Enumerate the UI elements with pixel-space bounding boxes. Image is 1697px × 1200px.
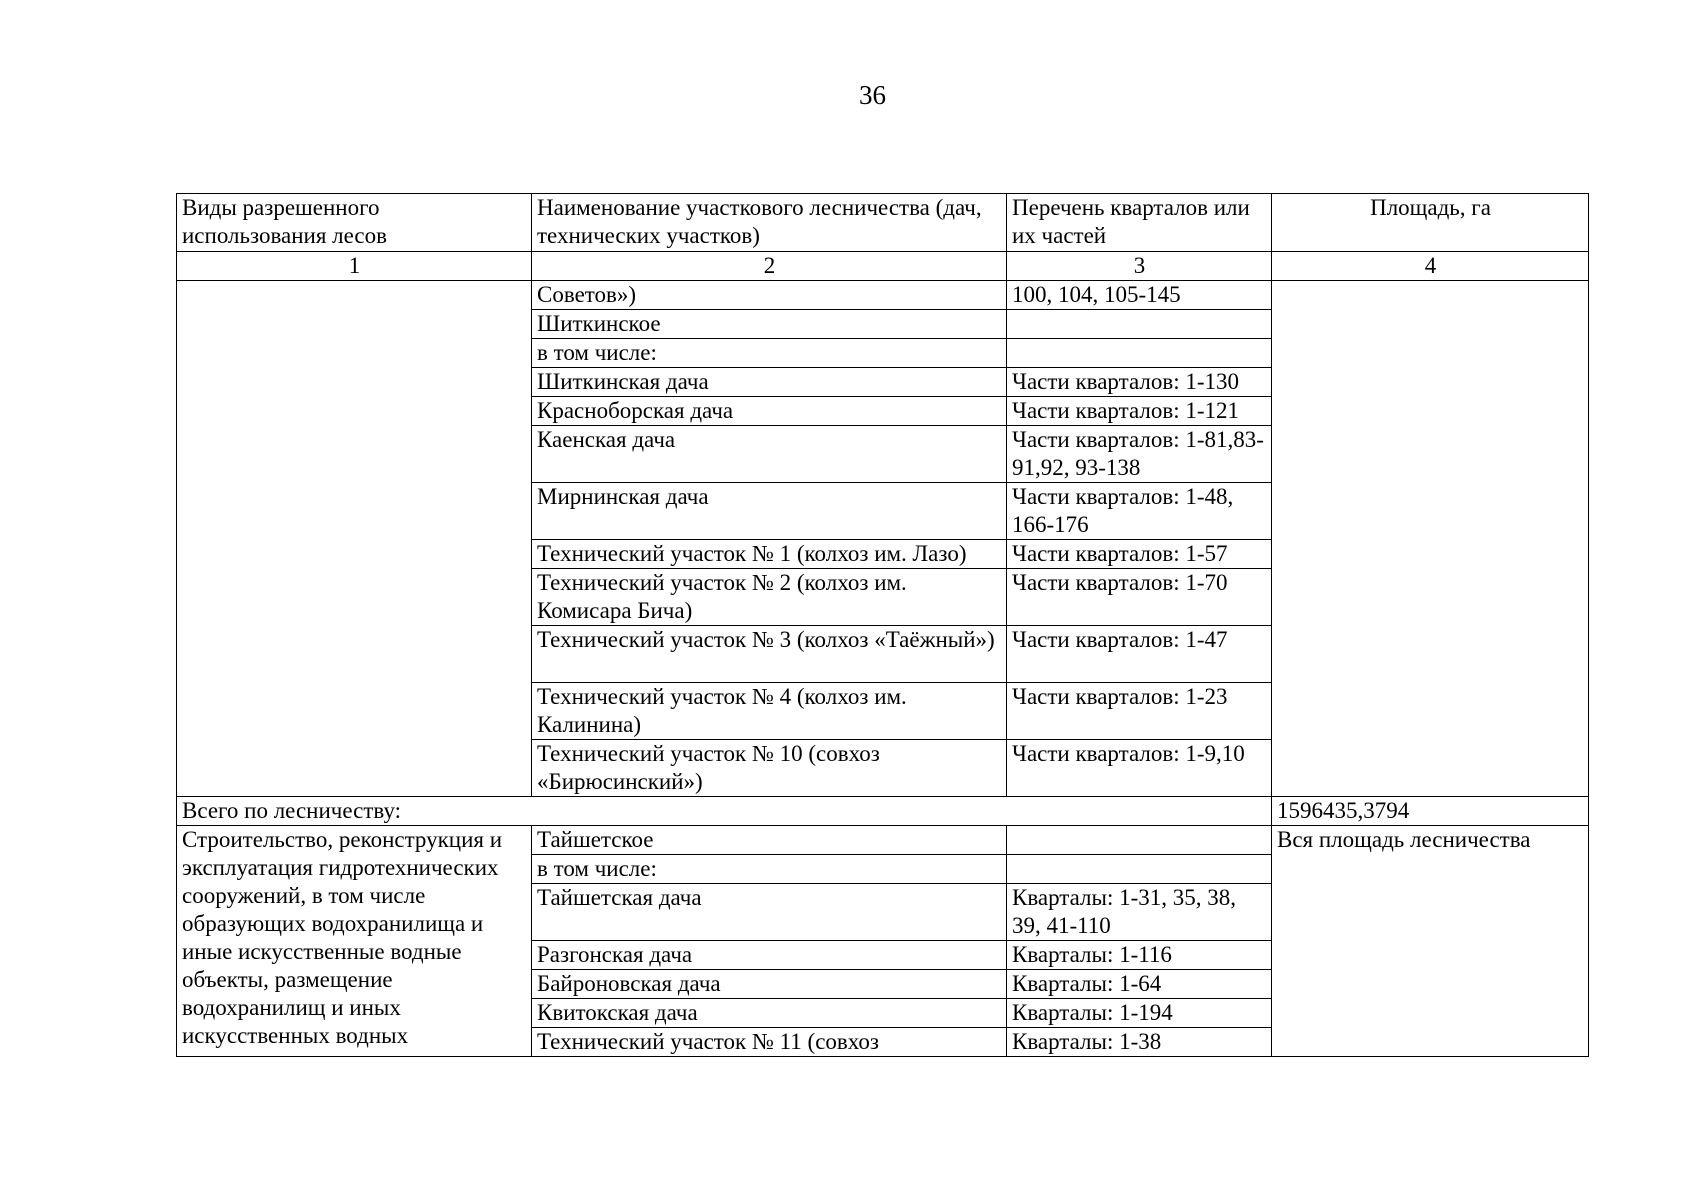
- header-usage-type: Виды разрешенного использования лесов: [177, 194, 532, 252]
- table-row: [177, 281, 1589, 310]
- quarters-cell: Части кварталов: 1-70: [1007, 569, 1272, 626]
- area-cell: Вся площадь лесничества: [1272, 826, 1589, 1057]
- quarters-cell: [1007, 855, 1272, 884]
- forestry-name-cell: Шиткинская дача: [532, 368, 1007, 397]
- quarters-cell: Кварталы: 1-31, 35, 38, 39, 41-110: [1007, 884, 1272, 941]
- header-quarters-list: Перечень кварталов или их частей: [1007, 194, 1272, 252]
- quarters-cell: Кварталы: 1-194: [1007, 999, 1272, 1028]
- forestry-name-cell: Каенская дача: [532, 426, 1007, 483]
- forestry-name-cell: Советов»): [532, 281, 1007, 310]
- quarters-cell: [1007, 310, 1272, 339]
- total-area: 1596435,3794: [1272, 797, 1589, 826]
- column-numbers-row: [177, 252, 1589, 281]
- forestry-name-cell: Технический участок № 11 (совхоз: [532, 1028, 1007, 1057]
- forestry-name-cell: Байроновская дача: [532, 970, 1007, 999]
- forestry-name-cell: Мирнинская дача: [532, 483, 1007, 540]
- forestry-name-cell: Технический участок № 10 (совхоз «Бирюсинский»): [532, 740, 1007, 797]
- forestry-name-cell: Квитокская дача: [532, 999, 1007, 1028]
- quarters-cell: 100, 104, 105-145: [1007, 281, 1272, 310]
- forestry-name-cell: Технический участок № 4 (колхоз им. Калинина): [532, 683, 1007, 740]
- page-number: 36: [859, 80, 886, 110]
- quarters-cell: Кварталы: 1-116: [1007, 941, 1272, 970]
- quarters-cell: Части кварталов: 1-130: [1007, 368, 1272, 397]
- usage-type-cell: [177, 281, 532, 797]
- forestry-name-cell: Шиткинское: [532, 310, 1007, 339]
- quarters-cell: [1007, 826, 1272, 855]
- usage-type-cell: Строительство, реконструкция и эксплуатация гидротехнических сооружений, в том числе образующих водохранилища и иные искусственные водные объекты, размещение водохранилищ и иных искусственных водных: [177, 826, 532, 1057]
- header-row: [177, 194, 1589, 252]
- quarters-cell: Части кварталов: 1-81,83-91,92, 93-138: [1007, 426, 1272, 483]
- column-number-2: 2: [532, 252, 1007, 281]
- quarters-cell: Части кварталов: 1-57: [1007, 540, 1272, 569]
- forestry-name-cell: в том числе:: [532, 339, 1007, 368]
- forestry-name-cell: Красноборская дача: [532, 397, 1007, 426]
- forestry-name-cell: Технический участок № 3 (колхоз «Таёжный»): [532, 626, 1007, 683]
- column-number-4: 4: [1272, 252, 1589, 281]
- header-forestry-name: Наименование участкового лесничества (дач, технических участков): [532, 194, 1007, 252]
- quarters-cell: Кварталы: 1-38: [1007, 1028, 1272, 1057]
- forestry-name-cell: Разгонская дача: [532, 941, 1007, 970]
- quarters-cell: Части кварталов: 1-23: [1007, 683, 1272, 740]
- quarters-cell: Части кварталов: 1-121: [1007, 397, 1272, 426]
- forest-use-table: [176, 193, 1589, 1057]
- column-number-1: 1: [177, 252, 532, 281]
- header-area: Площадь, га: [1272, 194, 1589, 252]
- quarters-cell: [1007, 339, 1272, 368]
- quarters-cell: Части кварталов: 1-9,10: [1007, 740, 1272, 797]
- total-row: [177, 797, 1589, 826]
- forestry-name-cell: Технический участок № 1 (колхоз им. Лазо): [532, 540, 1007, 569]
- forestry-name-cell: Технический участок № 2 (колхоз им. Комисара Бича): [532, 569, 1007, 626]
- forestry-name-cell: Тайшетское: [532, 826, 1007, 855]
- table-row: [177, 826, 1589, 855]
- column-number-3: 3: [1007, 252, 1272, 281]
- quarters-cell: Части кварталов: 1-47: [1007, 626, 1272, 683]
- forestry-name-cell: Тайшетская дача: [532, 884, 1007, 941]
- quarters-cell: Части кварталов: 1-48, 166-176: [1007, 483, 1272, 540]
- quarters-cell: Кварталы: 1-64: [1007, 970, 1272, 999]
- area-cell: [1272, 281, 1589, 797]
- forestry-name-cell: в том числе:: [532, 855, 1007, 884]
- total-label: Всего по лесничеству:: [177, 797, 1272, 826]
